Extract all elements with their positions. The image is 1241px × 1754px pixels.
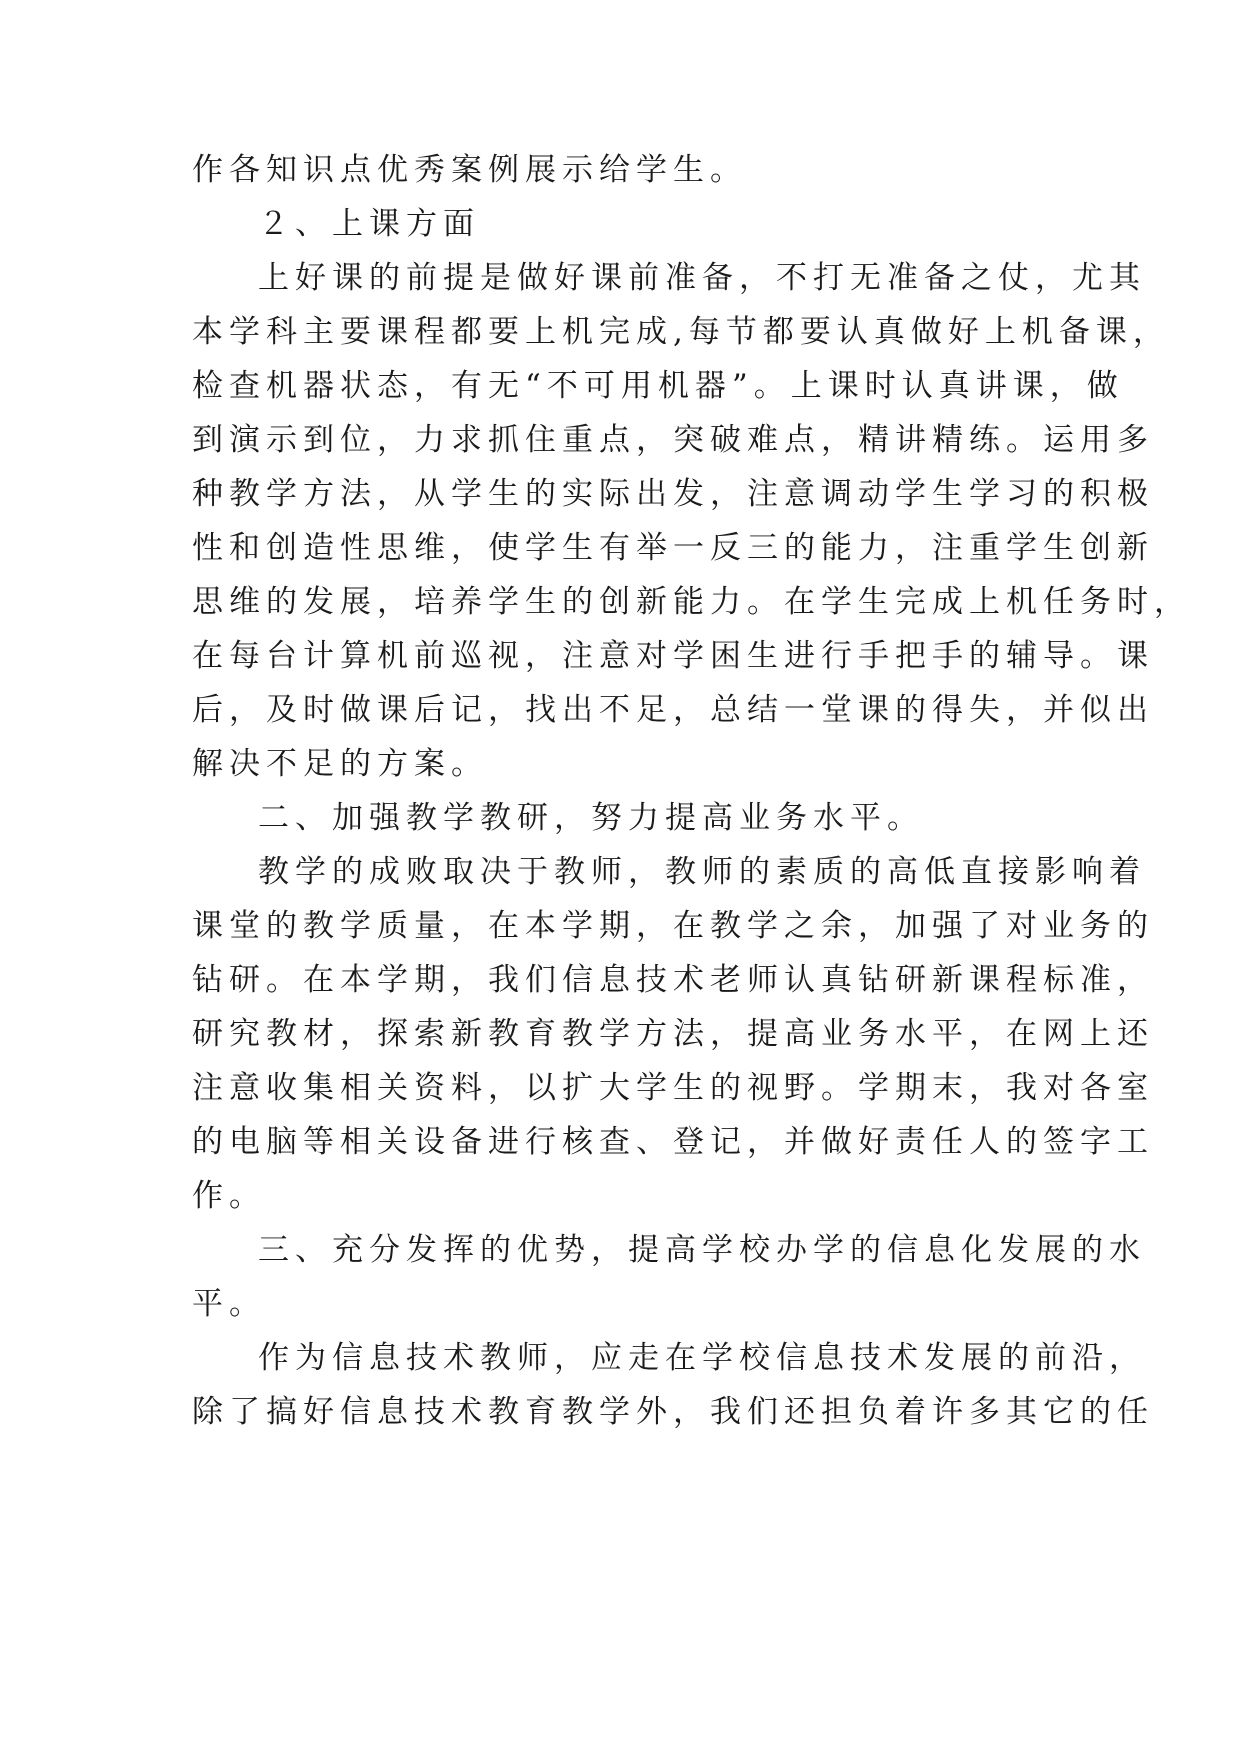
- text-line: 种教学方法，从学生的实际出发，注意调动学生学习的积极: [192, 476, 1154, 512]
- section-heading-continuation: 平。: [192, 1286, 266, 1322]
- section-heading: 三、充分发挥的优势，提高学校办学的信息化发展的水: [258, 1232, 1146, 1268]
- text-line: 性和创造性思维，使学生有举一反三的能力，注重学生创新: [192, 530, 1154, 566]
- section-heading: 二、加强教学教研，努力提高业务水平。: [258, 800, 924, 836]
- text-line: 除了搞好信息技术教育教学外，我们还担负着许多其它的任: [192, 1394, 1154, 1430]
- text-line: 后，及时做课后记，找出不足，总结一堂课的得失，并似出: [192, 692, 1154, 728]
- text-line: 思维的发展，培养学生的创新能力。在学生完成上机任务时，: [192, 584, 1191, 620]
- text-line: 检查机器状态，有无“不可用机器”。上课时认真讲课，做: [192, 368, 1124, 404]
- section-heading: ２、上课方面: [258, 206, 480, 242]
- text-line: 作各知识点优秀案例展示给学生。: [192, 152, 747, 188]
- text-line: 研究教材，探索新教育教学方法，提高业务水平，在网上还: [192, 1016, 1154, 1052]
- text-line: 在每台计算机前巡视，注意对学困生进行手把手的辅导。课: [192, 638, 1154, 674]
- text-line: 本学科主要课程都要上机完成,每节都要认真做好上机备课，: [192, 314, 1170, 350]
- text-line: 的电脑等相关设备进行核查、登记，并做好责任人的签字工: [192, 1124, 1154, 1160]
- text-line: 注意收集相关资料，以扩大学生的视野。学期末，我对各室: [192, 1070, 1154, 1106]
- text-line: 作。: [192, 1178, 266, 1214]
- text-line: 教学的成败取决于教师，教师的素质的高低直接影响着: [258, 854, 1146, 890]
- text-line: 解决不足的方案。: [192, 746, 488, 782]
- text-line: 钻研。在本学期，我们信息技术老师认真钻研新课程标准，: [192, 962, 1154, 998]
- text-line: 作为信息技术教师，应走在学校信息技术发展的前沿，: [258, 1340, 1146, 1376]
- text-line: 课堂的教学质量，在本学期，在教学之余，加强了对业务的: [192, 908, 1154, 944]
- text-line: 上好课的前提是做好课前准备，不打无准备之仗，尤其: [258, 260, 1146, 296]
- text-line: 到演示到位，力求抓住重点，突破难点，精讲精练。运用多: [192, 422, 1154, 458]
